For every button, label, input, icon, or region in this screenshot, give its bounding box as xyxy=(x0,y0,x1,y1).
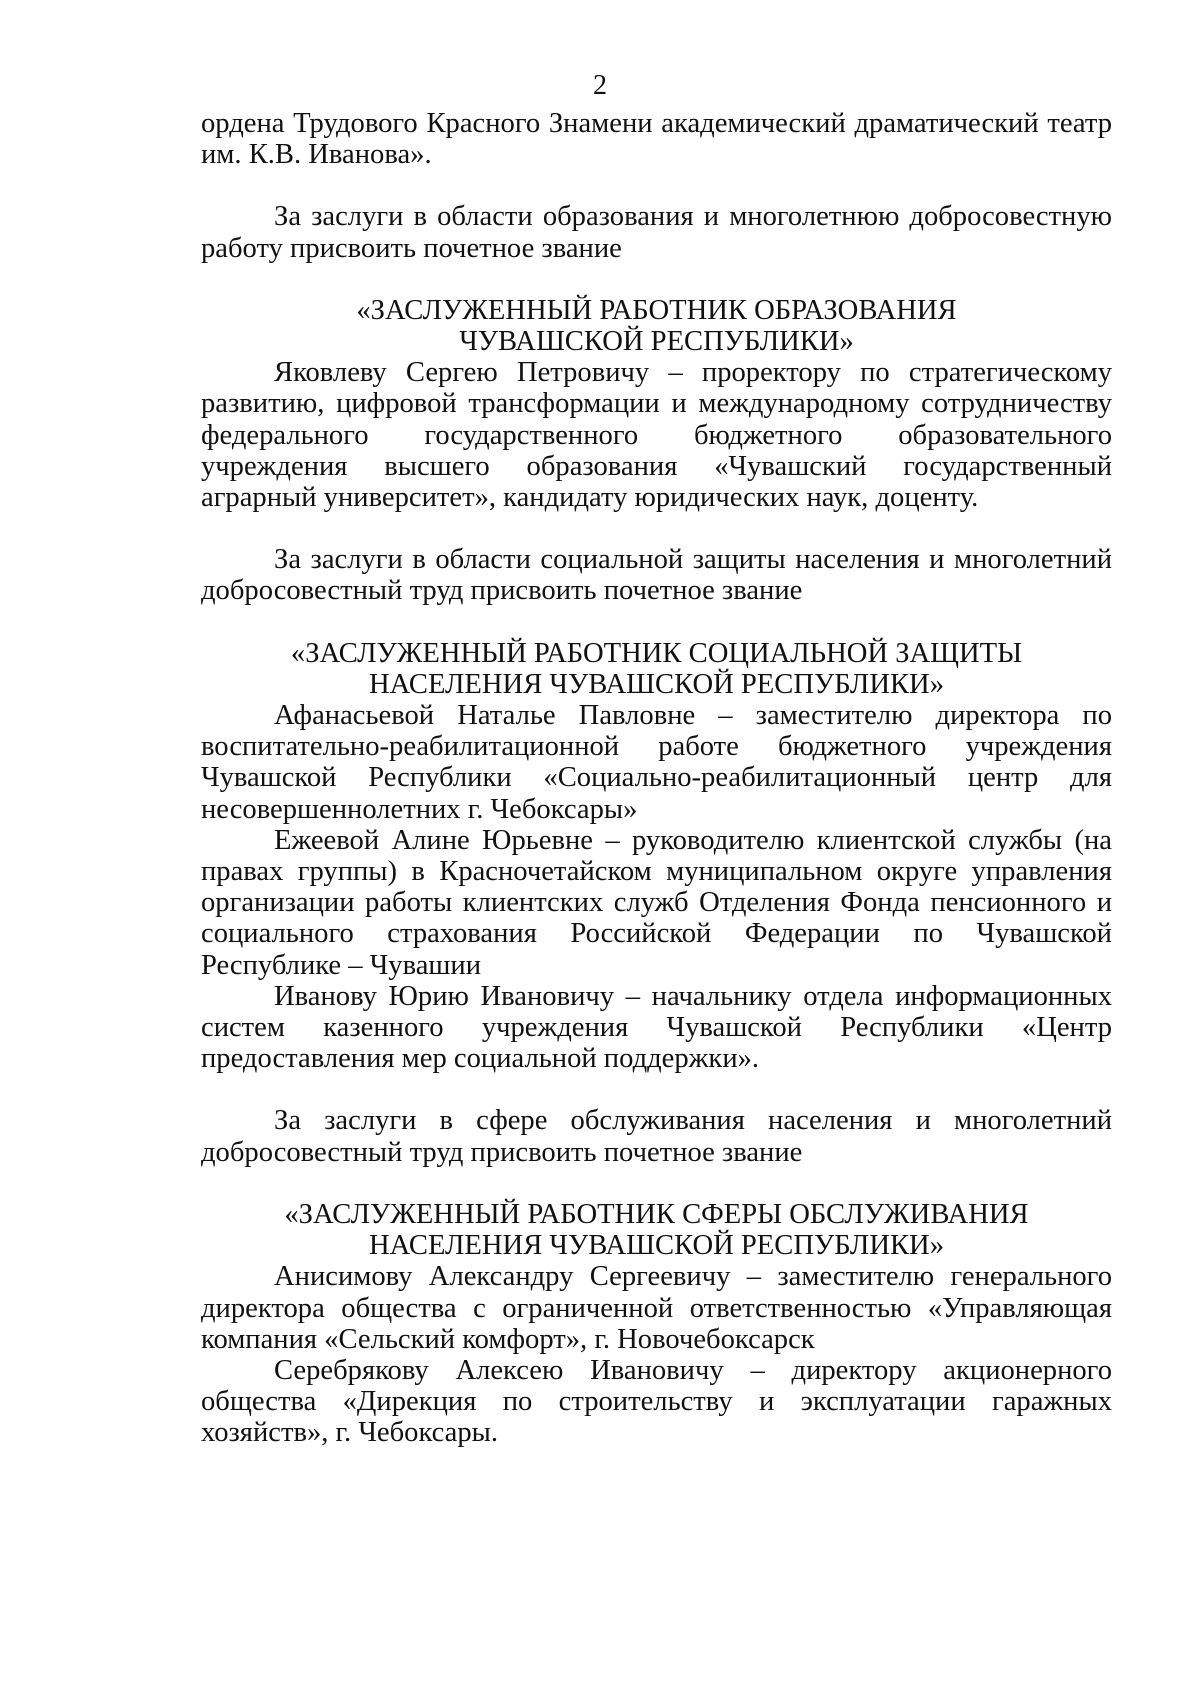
award-section-social-protection xyxy=(201,544,1112,1074)
award-title xyxy=(201,1199,1112,1261)
awardee-entry: Афанасьевой Наталье Павловне – заместителю директора по воспитательно-реабилитационной работе бюджетного учреждения Чувашской Республики «Социально-реабилитационный центр для несовершеннолетних г. Чебоксары» xyxy=(201,700,1112,825)
award-title xyxy=(201,638,1112,700)
awardee-entry: Ежеевой Алине Юрьевне – руководителю клиентской службы (на правах группы) в Красночетайском муниципальном округе управления организации работы клиентских служб Отделения Фонда пенсионного и социального страхования Российской Федерации по Чувашской Республике – Чувашии xyxy=(201,824,1112,981)
award-title-line: «ЗАСЛУЖЕННЫЙ РАБОТНИК СФЕРЫ ОБСЛУЖИВАНИЯ xyxy=(284,1198,1029,1230)
intro-paragraph: ордена Трудового Красного Знамени академический драматический театр им. К.В. Иванова». xyxy=(201,108,1112,171)
award-title xyxy=(201,295,1112,357)
page-number: 2 xyxy=(593,70,607,101)
section-lead: За заслуги в области социальной защиты населения и многолетний добросовестный труд присвоить почетное звание xyxy=(201,544,1112,607)
section-lead: За заслуги в сфере обслуживания населения и многолетний добросовестный труд присвоить почетное звание xyxy=(201,1105,1112,1168)
award-title-line: «ЗАСЛУЖЕННЫЙ РАБОТНИК ОБРАЗОВАНИЯ xyxy=(356,294,957,326)
award-title-line: НАСЕЛЕНИЯ ЧУВАШСКОЙ РЕСПУБЛИКИ» xyxy=(369,668,944,700)
award-title-line: «ЗАСЛУЖЕННЫЙ РАБОТНИК СОЦИАЛЬНОЙ ЗАЩИТЫ xyxy=(290,637,1023,669)
award-section-education xyxy=(201,201,1112,513)
awardee-entry: Серебрякову Алексею Ивановичу – директору акционерного общества «Дирекция по строительству и эксплуатации гаражных хозяйств», г. Чебоксары. xyxy=(201,1354,1112,1449)
awardee-entry: Яковлеву Сергею Петровичу – проректору по стратегическому развитию, цифровой трансформации и международному сотрудничеству федерального государственного бюджетного образовательного учреждения высшего образования «Чувашский государственный аграрный университет», кандидату юридических наук, доценту. xyxy=(201,357,1112,514)
awardee-entry: Иванову Юрию Ивановичу – начальнику отдела информационных систем казенного учреждения Чувашской Республики «Центр предоставления мер социальной поддержки». xyxy=(201,980,1112,1075)
award-section-services xyxy=(201,1105,1112,1448)
award-title-line: НАСЕЛЕНИЯ ЧУВАШСКОЙ РЕСПУБЛИКИ» xyxy=(369,1230,944,1262)
section-lead: За заслуги в области образования и многолетнюю добросовестную работу присвоить почетное звание xyxy=(201,201,1112,264)
awardee-entry: Анисимову Александру Сергеевичу – заместителю генерального директора общества с ограниченной ответственностью «Управляющая компания «Сельский комфорт», г. Новочебоксарск xyxy=(201,1261,1112,1355)
document-body xyxy=(201,108,1112,1449)
award-title-line: ЧУВАШСКОЙ РЕСПУБЛИКИ» xyxy=(459,326,854,358)
